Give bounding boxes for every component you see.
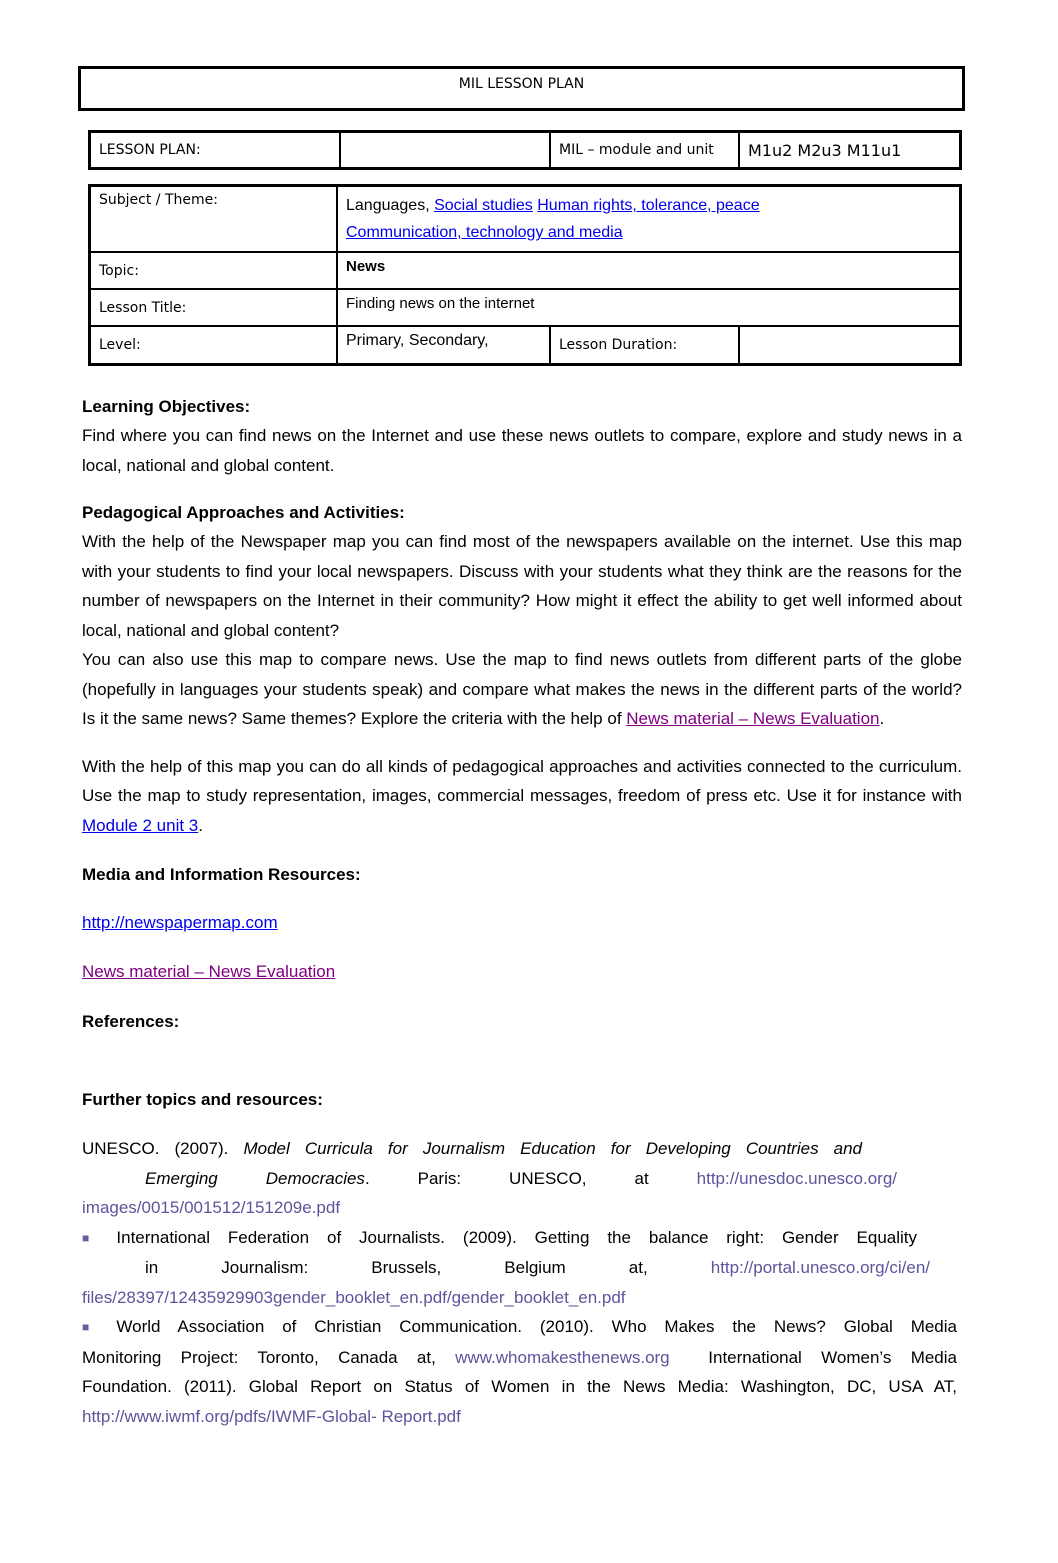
bullet-square-icon: ■ bbox=[82, 1230, 103, 1245]
communication-tech-link[interactable]: Communication, technology and media bbox=[346, 224, 623, 241]
lesson-title-value: Finding news on the internet bbox=[346, 295, 535, 312]
duration-label-cell bbox=[551, 327, 740, 363]
reference-wacc bbox=[82, 1312, 962, 1431]
level-value-cell bbox=[338, 327, 551, 363]
document-title-box bbox=[78, 66, 965, 111]
pedagogical-p2-text: You can also use this map to compare news. Use the map to find news outlets from different parts of the globe (hopefully in languages your students speak) and compare what makes the news in the different parts of the world? Is it the same news? Same themes? Explore the criteria with the help of bbox=[82, 650, 962, 728]
ref1-title-italic-2: Emerging Democracies bbox=[145, 1168, 365, 1188]
learning-objectives-paragraph: Find where you can find news on the Internet and use these news outlets to compare, explore and study news in a local, national and global content. bbox=[82, 426, 962, 475]
ref1-title-italic: Model Curricula for Journalism Education for Developing Countries and bbox=[243, 1139, 863, 1158]
subject-label-cell bbox=[91, 187, 338, 251]
module-label-cell bbox=[551, 133, 740, 167]
bullet-square-icon-2: ■ bbox=[82, 1320, 103, 1334]
duration-label: Lesson Duration: bbox=[559, 337, 678, 353]
references-heading: References: bbox=[82, 1012, 180, 1031]
whomakesthenews-url[interactable]: www.whomakesthenews.org bbox=[455, 1347, 670, 1367]
level-label-cell bbox=[91, 327, 338, 363]
module-2-unit-3-link[interactable]: Module 2 unit 3 bbox=[82, 815, 199, 835]
reference-unesco-line-1 bbox=[82, 1134, 862, 1164]
ref2-text: International Federation of Journalists. (2009). Getting the balance right: Gender Equality bbox=[116, 1227, 917, 1247]
news-material-link-line bbox=[82, 957, 962, 987]
lesson-title-value-cell bbox=[338, 290, 959, 325]
social-studies-link[interactable]: Social studies bbox=[434, 197, 533, 214]
media-resources-heading: Media and Information Resources: bbox=[82, 865, 361, 884]
ref3-text-3: International Women’s Media bbox=[669, 1347, 957, 1367]
ref3-text-1: World Association of Christian Communication. (2010). Who Makes the News? Global Media bbox=[116, 1317, 957, 1336]
reference-unesco-line-3 bbox=[82, 1193, 962, 1223]
news-material-evaluation-link[interactable]: News material – News Evaluation bbox=[82, 961, 336, 981]
reference-ifj-line-3 bbox=[82, 1283, 962, 1313]
newspapermap-link[interactable]: http://newspapermap.com bbox=[82, 913, 278, 932]
ref1-author: UNESCO. (2007). bbox=[82, 1139, 244, 1158]
newspapermap-link-line bbox=[82, 908, 962, 938]
pedagogical-p2-period: . bbox=[879, 709, 885, 728]
topic-row bbox=[91, 253, 959, 290]
topic-value: News bbox=[346, 258, 386, 275]
lesson-plan-value-cell bbox=[341, 133, 551, 167]
pedagogical-p3-period: . bbox=[198, 815, 203, 835]
portal-unesco-url-continuation[interactable]: files/28397/12435929903gender_booklet_en.pdf/gender_booklet_en.pdf bbox=[82, 1287, 626, 1307]
unesdoc-url[interactable]: http://unesdoc.unesco.org/ bbox=[696, 1168, 897, 1188]
learning-objectives-heading: Learning Objectives: bbox=[82, 397, 251, 416]
reference-ifj-line-1 bbox=[82, 1223, 917, 1254]
lesson-title-label-cell bbox=[91, 290, 338, 325]
lesson-plan-table bbox=[88, 130, 962, 170]
lesson-plan-label: LESSON PLAN: bbox=[99, 142, 201, 158]
document-title: MIL LESSON PLAN bbox=[458, 76, 585, 92]
ref3-text-4: Foundation. (2011). Global Report on Status of Women in the News Media: Washington, DC, USA AT, bbox=[82, 1377, 957, 1396]
topic-label: Topic: bbox=[99, 262, 139, 279]
details-table bbox=[88, 184, 962, 366]
lesson-title-label: Lesson Title: bbox=[99, 299, 187, 316]
topic-label-cell bbox=[91, 253, 338, 288]
module-value-cell bbox=[740, 133, 959, 167]
subject-value-cell bbox=[338, 187, 959, 251]
body-text-column bbox=[82, 392, 962, 1431]
lesson-title-row bbox=[91, 290, 959, 327]
reference-ifj bbox=[82, 1223, 962, 1313]
further-topics-heading: Further topics and resources: bbox=[82, 1090, 323, 1109]
module-value: M1u2 M2u3 M11u1 bbox=[748, 140, 902, 160]
pedagogical-heading: Pedagogical Approaches and Activities: bbox=[82, 503, 405, 522]
news-material-evaluation-link-inline[interactable]: News material – News Evaluation bbox=[626, 709, 880, 728]
iwmf-url[interactable]: http://www.iwmf.org/pdfs/IWMF-Global- Report.pdf bbox=[82, 1406, 461, 1426]
reference-wacc-line-1 bbox=[82, 1312, 957, 1343]
reference-ifj-line-2 bbox=[145, 1253, 930, 1283]
pedagogical-paragraph-1: With the help of the Newspaper map you can find most of the newspapers available on the internet. Use this map with your students to find your local newspapers. Discuss with your students what they think are the reasons for the number of newspapers on the Internet in their community? How might it effect the ability to get well informed about local, national and global content? bbox=[82, 532, 962, 640]
topic-value-cell bbox=[338, 253, 959, 288]
subject-text: Languages, bbox=[346, 197, 435, 214]
reference-wacc-line-3 bbox=[82, 1372, 957, 1402]
subject-label: Subject / Theme: bbox=[99, 192, 218, 208]
lesson-plan-row bbox=[91, 133, 959, 167]
duration-value-cell bbox=[740, 327, 959, 363]
ref2-location: in Journalism: Brussels, Belgium at, bbox=[145, 1258, 711, 1277]
reference-wacc-line-2 bbox=[82, 1343, 957, 1373]
ref1-publisher: . Paris: UNESCO, at bbox=[364, 1168, 697, 1188]
portal-unesco-url[interactable]: http://portal.unesco.org/ci/en/ bbox=[710, 1258, 930, 1277]
lesson-plan-label-cell bbox=[91, 133, 341, 167]
reference-unesco bbox=[82, 1134, 962, 1223]
level-label: Level: bbox=[99, 337, 141, 353]
pedagogical-paragraph-3 bbox=[82, 752, 962, 841]
pedagogical-paragraph-2 bbox=[82, 645, 962, 734]
level-row bbox=[91, 327, 959, 363]
module-label: MIL – module and unit bbox=[559, 142, 714, 158]
human-rights-link[interactable]: Human rights, tolerance, peace bbox=[537, 197, 760, 214]
pedagogical-p3-text: With the help of this map you can do all kinds of pedagogical approaches and activities connected to the curriculum. Use the map to study representation, images, commercial messages, freedom of press etc. Use it for instance with bbox=[82, 756, 962, 805]
ref3-text-2: Monitoring Project: Toronto, Canada at, bbox=[82, 1347, 456, 1367]
level-value: Primary, Secondary, bbox=[346, 332, 489, 349]
reference-wacc-line-4 bbox=[82, 1402, 962, 1432]
unesdoc-url-continuation[interactable]: images/0015/001512/151209e.pdf bbox=[82, 1198, 341, 1217]
subject-value bbox=[346, 192, 760, 246]
subject-row bbox=[91, 187, 959, 253]
reference-unesco-line-2 bbox=[145, 1164, 897, 1194]
